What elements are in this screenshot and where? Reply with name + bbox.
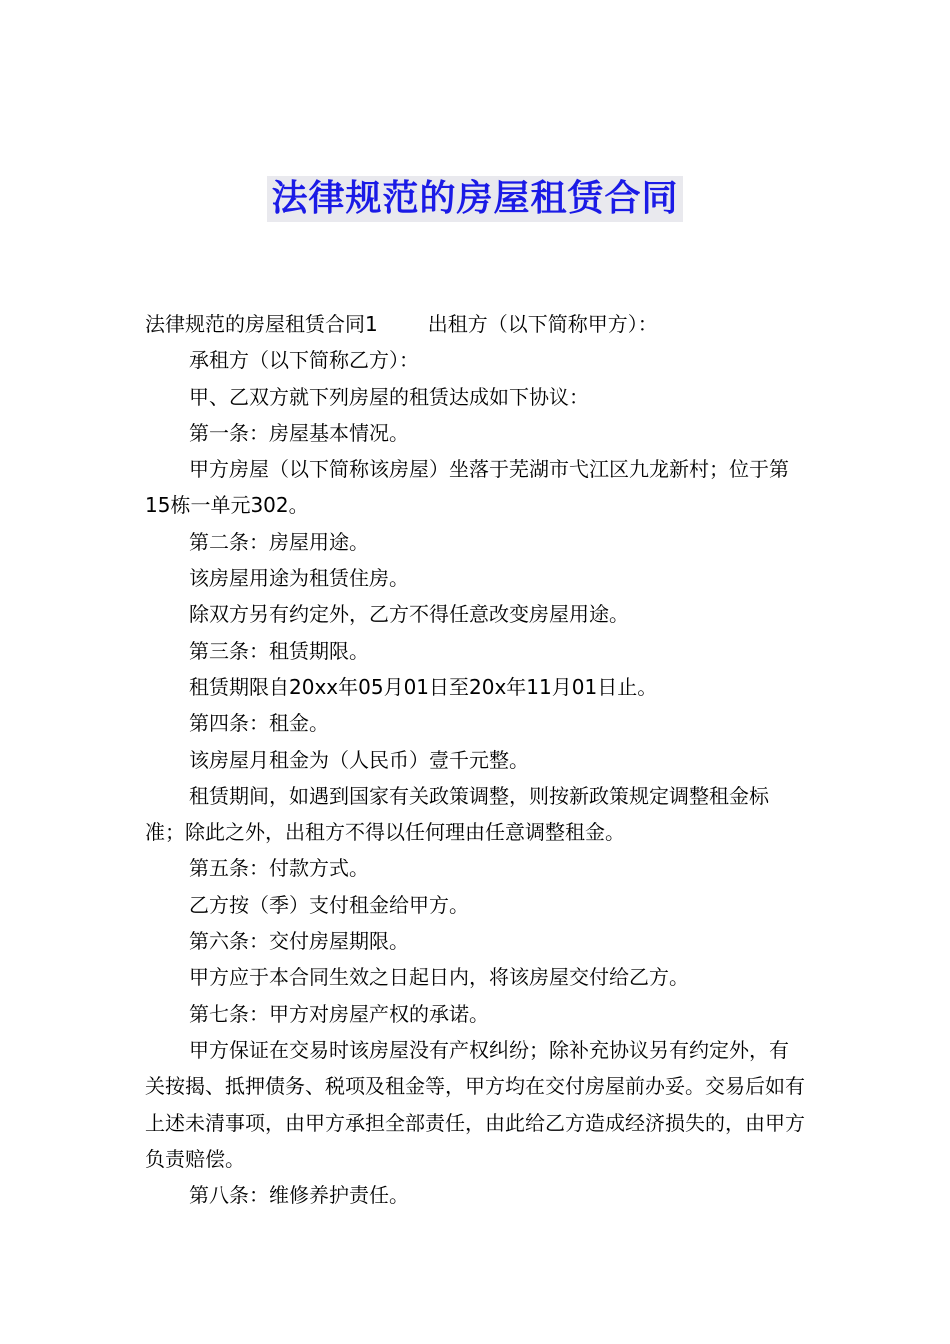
article-heading: 第六条：交付房屋期限。 <box>189 929 409 954</box>
article-heading: 第八条：维修养护责任。 <box>189 1183 409 1208</box>
article-heading: 第四条：租金。 <box>189 711 329 736</box>
paragraph: 租赁期限自20xx年05月01日至20x年11月01日止。 <box>189 674 658 699</box>
article-heading: 第三条：租赁期限。 <box>189 638 369 663</box>
paragraph: 甲、乙双方就下列房屋的租赁达成如下协议： <box>189 384 589 409</box>
paragraph: 乙方按（季）支付租金给甲方。 <box>189 892 469 917</box>
contract-heading: 法律规范的房屋租赁合同1 <box>145 312 378 336</box>
paragraph: 该房屋月租金为（人民币）壹千元整。 <box>189 747 529 772</box>
paragraph: 甲方应于本合同生效之日起日内，将该房屋交付给乙方。 <box>189 965 689 990</box>
article-heading: 第七条：甲方对房屋产权的承诺。 <box>189 1001 489 1026</box>
paragraph: 甲方保证在交易时该房屋没有产权纠纷；除补充协议另有约定外，有关按揭、抵押债务、税项及租金等，甲方均在交付房屋前办妥。交易后如有上述未清事项，由甲方承担全部责任，由此给乙方造成经济损失的，由甲方负责赔偿。 <box>145 1037 805 1171</box>
paragraph: 该房屋用途为租赁住房。 <box>189 566 409 591</box>
paragraph: 除双方另有约定外，乙方不得任意改变房屋用途。 <box>189 602 629 627</box>
article-heading: 第一条：房屋基本情况。 <box>189 420 409 445</box>
paragraph-intro <box>145 306 807 342</box>
title-container <box>0 176 950 222</box>
article-heading: 第二条：房屋用途。 <box>189 529 369 554</box>
paragraph: 甲方房屋（以下简称该房屋）坐落于芜湖市弋江区九龙新村；位于第15栋一单元302。 <box>145 457 789 518</box>
lessor-line: 出租方（以下简称甲方）： <box>427 312 658 336</box>
document-title: 法律规范的房屋租赁合同 <box>267 176 682 222</box>
paragraph: 承租方（以下简称乙方）： <box>189 348 419 373</box>
document-body <box>145 306 807 1213</box>
article-heading: 第五条：付款方式。 <box>189 856 369 881</box>
paragraph: 租赁期间，如遇到国家有关政策调整，则按新政策规定调整租金标准；除此之外，出租方不得以任何理由任意调整租金。 <box>145 783 769 845</box>
